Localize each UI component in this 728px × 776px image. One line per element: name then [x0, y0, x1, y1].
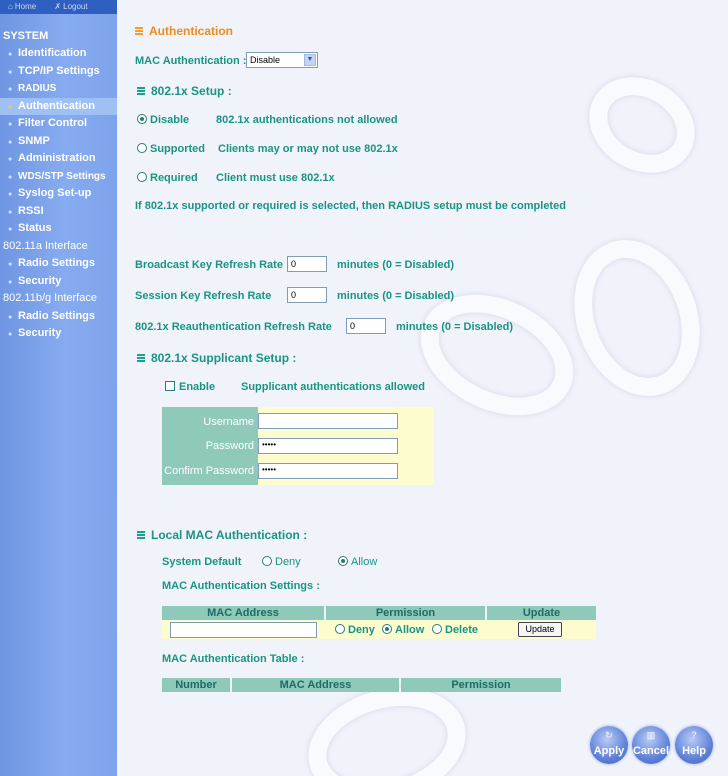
update-button[interactable]: Update: [518, 622, 562, 637]
sidebar-item-administration[interactable]: [0, 150, 117, 168]
setup-section-title-text: 802.1x Setup :: [151, 84, 232, 98]
radio-label: Allow: [395, 624, 425, 636]
bullet-icon: ●: [8, 121, 13, 128]
mac-settings-title: MAC Authentication Settings :: [162, 580, 320, 592]
section-icon: [135, 27, 143, 35]
sidebar-item-label: Radio Settings: [18, 309, 96, 322]
sidebar-item-label: Administration: [18, 152, 96, 164]
page-title-text: Authentication: [149, 24, 233, 38]
section-icon: [137, 87, 145, 95]
radio-icon: [262, 556, 272, 566]
bullet-icon: ●: [8, 191, 13, 198]
bullet-icon: ●: [8, 278, 13, 286]
radio-icon: [335, 624, 345, 634]
sidebar-item-a-security[interactable]: [0, 273, 117, 291]
radio-icon: [338, 556, 348, 566]
sidebar: [0, 0, 117, 776]
sidebar-item-a-radio-settings[interactable]: [0, 255, 117, 273]
sidebar-section-80211a: 802.11a Interface: [3, 239, 88, 252]
decorative-ring: [572, 59, 712, 192]
mac-table-header-number: Number: [162, 678, 230, 692]
mac-settings-header-update: Update: [487, 606, 596, 620]
password-label: Password: [205, 440, 254, 452]
local-mac-section-title: [137, 528, 307, 542]
supplicant-enable-desc: Supplicant authentications allowed: [241, 381, 425, 393]
page-title: [135, 24, 233, 38]
radio-supported[interactable]: [137, 143, 205, 155]
radio-icon: [137, 143, 147, 153]
sidebar-item-syslog-setup[interactable]: [0, 185, 117, 203]
mac-auth-select[interactable]: [246, 52, 318, 68]
radio-label: Required: [150, 172, 198, 184]
sidebar-item-label: RSSI: [18, 204, 44, 217]
sidebar-item-label: Filter Control: [18, 117, 88, 129]
chevron-down-icon: ▼: [304, 54, 316, 66]
section-icon: [137, 354, 145, 362]
setup-section-title: [137, 84, 232, 98]
sidebar-item-wds-stp-settings[interactable]: [0, 168, 117, 186]
mac-table-header-permission: Permission: [401, 678, 561, 692]
supplicant-labels-column: [162, 407, 258, 485]
sidebar-item-label: Security: [18, 327, 62, 339]
sidebar-item-label: Security: [18, 274, 62, 287]
sidebar-item-tcpip-settings[interactable]: [0, 63, 117, 81]
sidebar-item-label: Radio Settings: [18, 257, 96, 269]
session-key-rate-unit: minutes (0 = Disabled): [337, 290, 455, 302]
home-label: Home: [14, 2, 37, 11]
home-icon: ⌂: [8, 2, 13, 11]
bullet-icon: ●: [8, 173, 13, 181]
username-input[interactable]: [258, 413, 398, 429]
bullet-icon: ●: [8, 68, 13, 76]
reauth-rate-label: 802.1x Reauthentication Refresh Rate: [135, 321, 332, 333]
checkbox-icon: [165, 381, 175, 391]
mac-settings-header-mac-address: MAC Address: [162, 606, 324, 620]
system-default-deny-radio[interactable]: [262, 556, 301, 568]
sidebar-item-label: TCP/IP Settings: [18, 64, 100, 77]
bullet-icon: ●: [8, 331, 13, 338]
bullet-icon: ●: [8, 86, 13, 93]
sidebar-item-label: RADIUS: [18, 83, 57, 94]
checkbox-label: Enable: [179, 381, 216, 393]
sidebar-item-identification[interactable]: [0, 45, 117, 63]
logout-label: Logout: [63, 2, 88, 11]
sidebar-item-rssi[interactable]: [0, 203, 117, 221]
bullet-icon: ●: [8, 51, 13, 58]
bullet-icon: ●: [8, 208, 13, 216]
system-default-label: System Default: [162, 556, 242, 568]
sidebar-section-system: SYSTEM: [3, 30, 49, 42]
mac-settings-header-permission: Permission: [326, 606, 485, 620]
help-button[interactable]: [675, 726, 713, 764]
apply-button[interactable]: [590, 726, 628, 764]
radio-label: Delete: [445, 624, 479, 636]
radio-required-desc: Client must use 802.1x: [216, 172, 335, 184]
question-icon: ?: [691, 730, 697, 740]
broadcast-key-rate-unit: minutes (0 = Disabled): [337, 259, 455, 271]
sidebar-item-filter-control[interactable]: [0, 115, 117, 133]
perm-delete-radio[interactable]: [432, 624, 478, 636]
session-key-rate-input[interactable]: [287, 287, 327, 303]
confirm-password-input[interactable]: •••••: [258, 463, 398, 479]
radio-label: Supported: [150, 143, 205, 155]
supplicant-section-title: [137, 351, 296, 365]
radio-icon: [432, 624, 442, 634]
mac-address-input[interactable]: [170, 622, 317, 638]
sidebar-item-authentication[interactable]: [0, 98, 117, 116]
sidebar-item-label: WDS/STP Settings: [18, 170, 106, 182]
bullet-icon: ●: [8, 156, 13, 163]
sidebar-item-label: Authentication: [18, 99, 95, 112]
sidebar-item-radius[interactable]: [0, 80, 117, 98]
sidebar-item-bg-security[interactable]: [0, 325, 117, 343]
perm-allow-radio[interactable]: [382, 624, 424, 636]
radio-label: Disable: [150, 114, 190, 126]
bullet-icon: ●: [8, 313, 13, 321]
password-input[interactable]: •••••: [258, 438, 398, 454]
radio-icon: [137, 172, 147, 182]
sidebar-item-label: Identification: [18, 47, 87, 59]
apply-icon: ↻: [605, 730, 613, 740]
supplicant-section-title-text: 802.1x Supplicant Setup :: [151, 351, 297, 365]
radius-note: If 802.1x supported or required is selected, then RADIUS setup must be completed: [135, 200, 566, 212]
system-default-allow-radio[interactable]: [338, 556, 377, 568]
sidebar-item-label: Syslog Set-up: [18, 187, 92, 199]
logout-link[interactable]: [54, 2, 95, 11]
mac-table-header-mac-address: MAC Address: [232, 678, 399, 692]
sidebar-item-bg-radio-settings[interactable]: [0, 308, 117, 326]
sidebar-section-80211bg: 802.11b/g Interface: [3, 292, 97, 304]
cancel-label: Cancel: [632, 745, 670, 757]
trash-icon: ▥: [646, 730, 656, 740]
mac-auth-label: MAC Authentication :: [135, 55, 247, 67]
section-icon: [137, 531, 145, 539]
confirm-password-label: Confirm Password: [164, 465, 254, 477]
perm-deny-radio[interactable]: [335, 624, 375, 636]
radio-disable-desc: 802.1x authentications not allowed: [216, 114, 398, 126]
mac-auth-select-value: Disable: [250, 55, 281, 65]
sidebar-item-label: Status: [18, 222, 52, 234]
logout-icon: ✗: [54, 2, 62, 11]
radio-supported-desc: Clients may or may not use 802.1x: [218, 143, 398, 155]
apply-label: Apply: [593, 745, 625, 757]
radio-required[interactable]: [137, 172, 198, 184]
reauth-rate-unit: minutes (0 = Disabled): [396, 321, 514, 333]
broadcast-key-rate-label: Broadcast Key Refresh Rate: [135, 259, 283, 271]
radio-disable[interactable]: [137, 114, 189, 126]
main-content: [117, 0, 728, 776]
radio-label: Deny: [275, 556, 301, 568]
bullet-icon: ●: [8, 138, 13, 146]
mac-table-title: MAC Authentication Table :: [162, 653, 305, 665]
radio-label: Deny: [348, 624, 375, 636]
broadcast-key-rate-input[interactable]: [287, 256, 327, 272]
session-key-rate-label: Session Key Refresh Rate: [135, 290, 272, 302]
local-mac-section-title-text: Local MAC Authentication :: [151, 528, 308, 542]
reauth-rate-input[interactable]: [346, 318, 386, 334]
username-label: Username: [203, 416, 254, 428]
top-nav-bar: [0, 0, 117, 14]
sidebar-item-status[interactable]: [0, 220, 117, 238]
sidebar-item-snmp[interactable]: [0, 133, 117, 151]
bullet-icon: ●: [8, 226, 13, 233]
radio-icon: [137, 114, 147, 124]
home-link[interactable]: [8, 2, 44, 11]
decorative-ring: [553, 222, 720, 413]
supplicant-enable-checkbox[interactable]: [165, 381, 215, 393]
cancel-button[interactable]: [632, 726, 670, 764]
radio-label: Allow: [351, 556, 378, 568]
sidebar-item-label: SNMP: [18, 134, 50, 147]
bullet-icon: ●: [8, 103, 13, 111]
help-label: Help: [682, 745, 706, 757]
radio-icon: [382, 624, 392, 634]
bullet-icon: ●: [8, 261, 13, 268]
